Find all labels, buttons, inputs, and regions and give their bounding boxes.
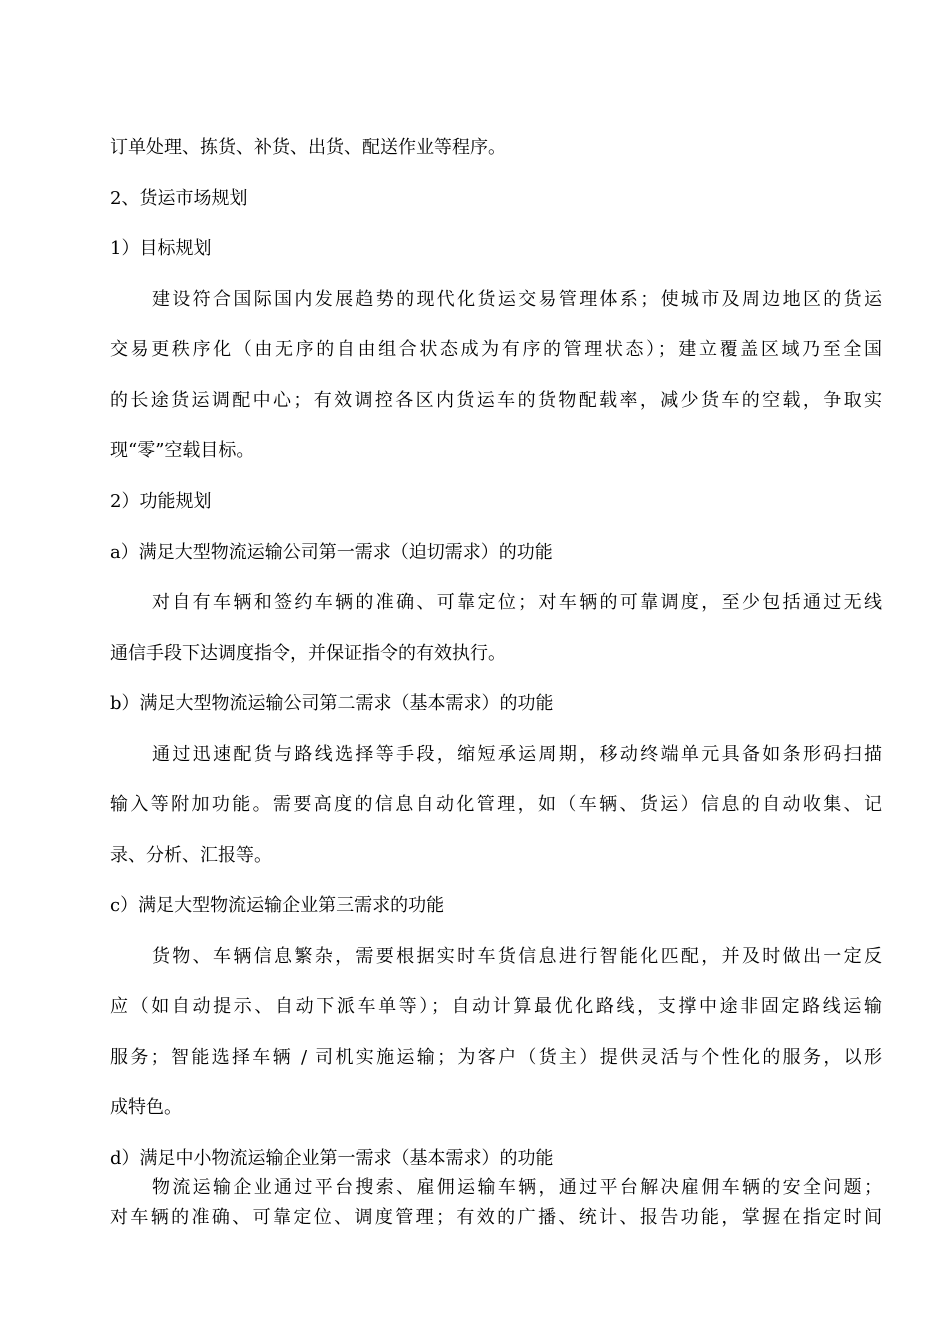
paragraph-line: 交易更秩序化（由无序的自由组合状态成为有序的管理状态）；建立覆盖区域乃至全国 — [110, 339, 882, 360]
paragraph-line: 的长途货运调配中心；有效调控各区内货运车的货物配载率，减少货车的空载，争取实 — [110, 390, 882, 411]
paragraph-line: 输入等附加功能。需要高度的信息自动化管理，如（车辆、货运）信息的自动收集、记 — [110, 794, 882, 815]
paragraph-line: 通过迅速配货与路线选择等手段，缩短承运周期，移动终端单元具备如条形码扫描 — [152, 744, 882, 765]
item-heading-d: d）满足中小物流运输企业第一需求（基本需求）的功能 — [110, 1148, 554, 1169]
paragraph-line: 通信手段下达调度指令，并保证指令的有效执行。 — [110, 643, 506, 664]
paragraph-line: 成特色。 — [110, 1097, 182, 1118]
paragraph-line: 录、分析、汇报等。 — [110, 845, 272, 866]
item-heading-a: a）满足大型物流运输公司第一需求（迫切需求）的功能 — [110, 542, 553, 563]
paragraph-line: 货物、车辆信息繁杂，需要根据实时车货信息进行智能化匹配，并及时做出一定反 — [152, 946, 882, 967]
item-heading-b: b）满足大型物流运输公司第二需求（基本需求）的功能 — [110, 693, 554, 714]
paragraph-line: 物流运输企业通过平台搜索、雇佣运输车辆，通过平台解决雇佣车辆的安全问题； — [152, 1177, 882, 1198]
paragraph-line: 应（如自动提示、自动下派车单等）；自动计算最优化路线，支撑中途非固定路线运输 — [110, 996, 882, 1017]
paragraph-line: 对自有车辆和签约车辆的准确、可靠定位；对车辆的可靠调度，至少包括通过无线 — [152, 592, 882, 613]
paragraph-line: 服务；智能选择车辆 / 司机实施运输；为客户（货主）提供灵活与个性化的服务，以形 — [110, 1047, 882, 1068]
paragraph-line: 现“零”空载目标。 — [110, 440, 255, 461]
subheading-target-planning: 1）目标规划 — [110, 238, 212, 259]
paragraph-line: 建设符合国际国内发展趋势的现代化货运交易管理体系；使城市及周边地区的货运 — [152, 289, 882, 310]
subheading-function-planning: 2）功能规划 — [110, 491, 212, 512]
paragraph-line: 对车辆的准确、可靠定位、调度管理；有效的广播、统计、报告功能，掌握在指定时间 — [110, 1207, 882, 1228]
body-text-line: 订单处理、拣货、补货、出货、配送作业等程序。 — [110, 137, 506, 158]
section-heading-freight-market-planning: 2、货运市场规划 — [110, 188, 248, 209]
item-heading-c: c）满足大型物流运输企业第三需求的功能 — [110, 895, 445, 916]
